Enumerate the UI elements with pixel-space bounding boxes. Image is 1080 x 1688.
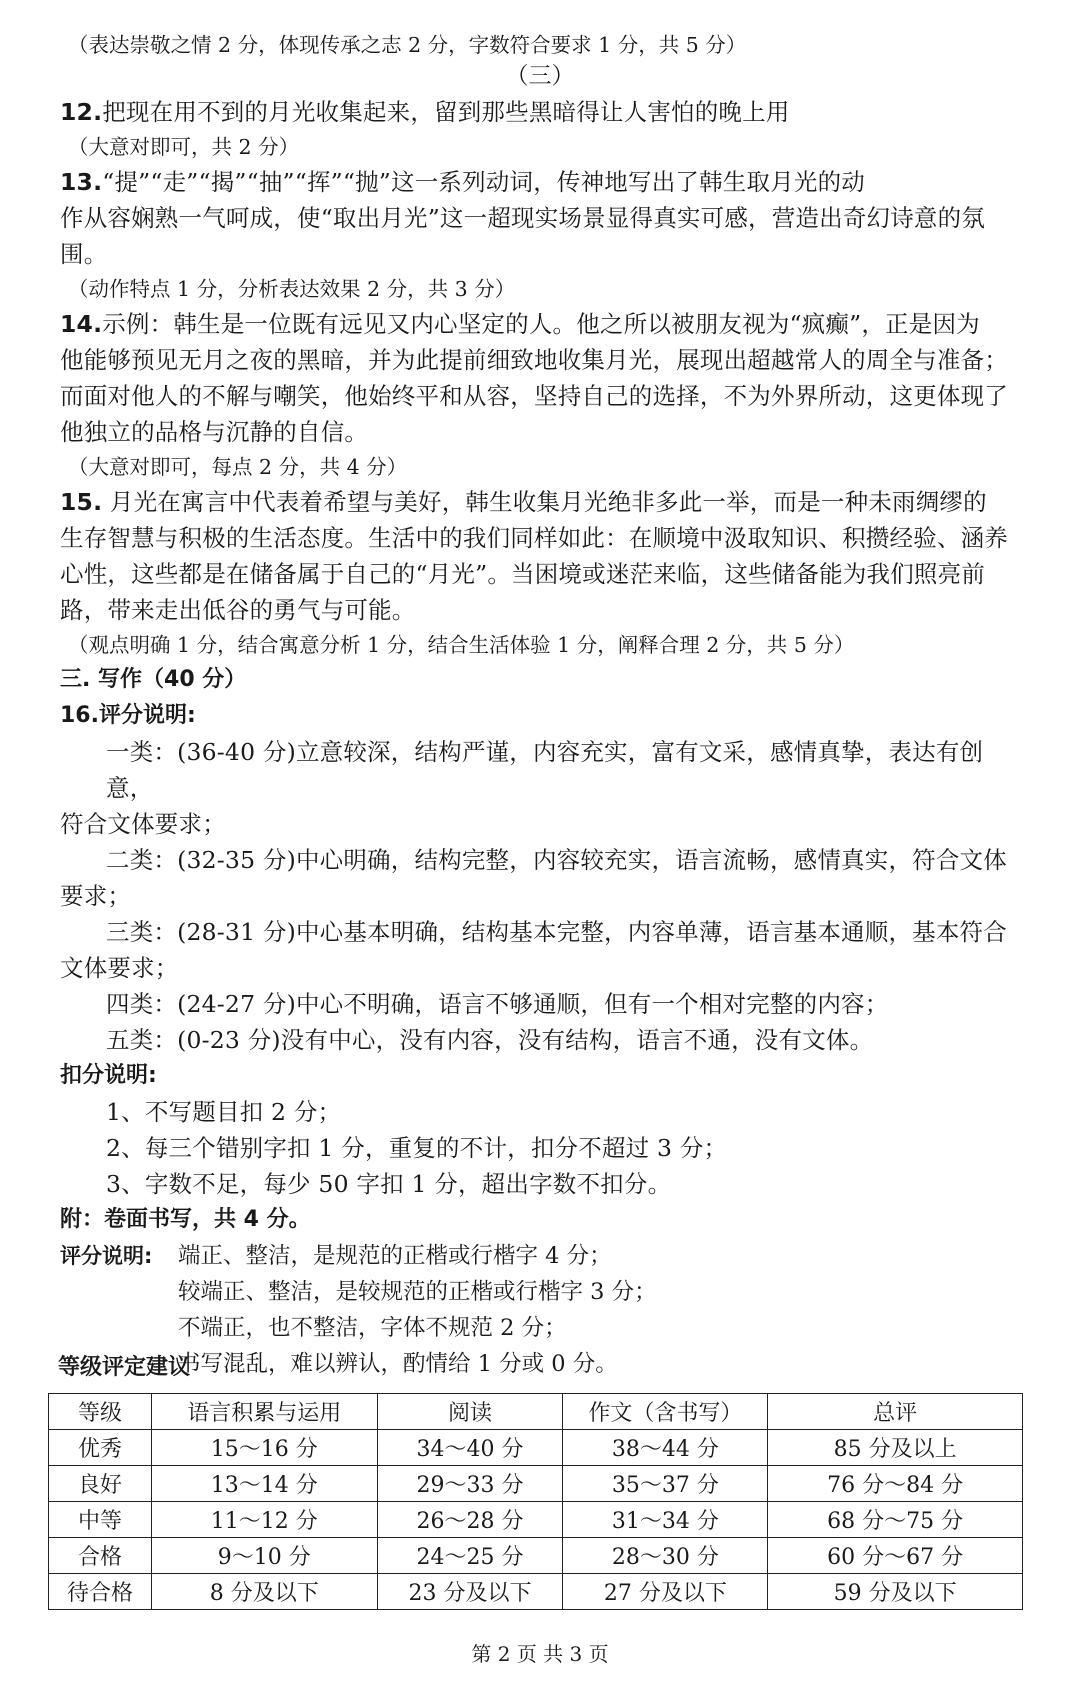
q13-number: 13. <box>60 168 103 196</box>
table-cell: 59 分及以下 <box>768 1574 1023 1610</box>
writing-level-4 <box>60 986 1020 1022</box>
table-cell: 34～40 分 <box>377 1430 563 1466</box>
table-row <box>49 1502 1023 1538</box>
table-cell: 13～14 分 <box>151 1466 377 1502</box>
q13-line: “提”“走”“揭”“抽”“挥”“抛”这一系列动词，传神地写出了韩生取月光的动 <box>102 168 866 196</box>
grade-table-header: 作文（含书写） <box>563 1394 768 1430</box>
q15-scoring-note: （观点明确 1 分，结合寓意分析 1 分，结合生活体验 1 分，阐释合理 2 分，共 5 分） <box>68 633 855 657</box>
q12-scoring-note: （大意对即可，共 2 分） <box>68 135 300 159</box>
level-line: 一类：(36-40 分)立意较深，结构严谨，内容充实，富有文采，感情真挚，表达有创意， <box>106 738 984 802</box>
level-line-cont: 文体要求； <box>60 954 179 982</box>
q14-line: 而面对他人的不解与嘲笑，他始终平和从容，坚持自己的选择，不为外界所动，这更体现了 <box>60 382 1008 410</box>
q14-line: 他独立的品格与沉静的自信。 <box>60 418 369 446</box>
part-heading-three: （三） <box>505 63 575 89</box>
q15-answer <box>60 484 1020 628</box>
q14-number: 14. <box>60 310 103 338</box>
q16-label: 16.评分说明: <box>60 703 196 728</box>
table-cell: 合格 <box>49 1538 152 1574</box>
table-cell: 31～34 分 <box>563 1502 768 1538</box>
grade-table-header: 阅读 <box>377 1394 563 1430</box>
grade-table-header: 等级 <box>49 1394 152 1430</box>
writing-level-1 <box>60 734 1020 842</box>
table-cell: 68 分～75 分 <box>768 1502 1023 1538</box>
table-cell: 9～10 分 <box>151 1538 377 1574</box>
q13-line: 作从容娴熟一气呵成，使“取出月光”这一超现实场景显得真实可感，营造出奇幻诗意的氛 <box>60 204 986 232</box>
deduction-item: 2、每三个错别字扣 1 分，重复的不计，扣分不超过 3 分； <box>106 1134 728 1162</box>
table-cell: 85 分及以上 <box>768 1430 1023 1466</box>
answer-key-page <box>60 28 1020 1382</box>
table-cell: 29～33 分 <box>377 1466 563 1502</box>
table-row <box>49 1574 1023 1610</box>
table-cell: 中等 <box>49 1502 152 1538</box>
table-cell: 27 分及以下 <box>563 1574 768 1610</box>
q14-line: 他能够预见无月之夜的黑暗，并为此提前细致地收集月光，展现出超越常人的周全与准备； <box>60 346 1008 374</box>
level-line: 二类：(32-35 分)中心明确，结构完整，内容较充实，语言流畅，感情真实，符合文体 <box>106 846 1007 874</box>
q13-scoring-note: （动作特点 1 分，分析表达效果 2 分，共 3 分） <box>68 277 516 301</box>
page-footer: 第 2 页 共 3 页 <box>471 1642 609 1666</box>
q13-answer <box>60 164 1020 272</box>
grade-table <box>48 1393 1023 1610</box>
writing-level-3 <box>60 914 1020 986</box>
q15-line: 生存智慧与积极的生活态度。生活中的我们同样如此：在顺境中汲取知识、积攒经验、涵养 <box>60 524 1008 552</box>
table-cell: 26～28 分 <box>377 1502 563 1538</box>
q12-answer <box>60 94 1020 130</box>
table-cell: 待合格 <box>49 1574 152 1610</box>
writing-level-2 <box>60 842 1020 914</box>
table-cell: 38～44 分 <box>563 1430 768 1466</box>
q14-line: 示例：韩生是一位既有远见又内心坚定的人。他之所以被朋友视为“疯癫”，正是因为 <box>102 310 980 338</box>
q11-scoring-note: （表达崇敬之情 2 分，体现传承之志 2 分，字数符合要求 1 分，共 5 分） <box>68 33 747 57</box>
grade-table-header: 总评 <box>768 1394 1023 1430</box>
table-row <box>49 1466 1023 1502</box>
table-cell: 76 分～84 分 <box>768 1466 1023 1502</box>
level-line: 三类：(28-31 分)中心基本明确，结构基本完整，内容单薄，语言基本通顺，基本符合 <box>106 918 1007 946</box>
table-cell: 优秀 <box>49 1430 152 1466</box>
deduction-item: 1、不写题目扣 2 分； <box>106 1098 342 1126</box>
deduction-label: 扣分说明: <box>60 1063 157 1088</box>
table-cell: 11～12 分 <box>151 1502 377 1538</box>
level-line-cont: 要求； <box>60 882 132 910</box>
handwriting-criteria-item: 较端正、整洁，是较规范的正楷或行楷字 3 分； <box>178 1279 657 1305</box>
handwriting-criteria-item: 书写混乱，难以辨认，酌情给 1 分或 0 分。 <box>178 1351 618 1377</box>
handwriting-criteria-row <box>60 1238 1020 1274</box>
grade-table-header: 语言积累与运用 <box>151 1394 377 1430</box>
writing-section-heading: 三. 写作（40 分） <box>60 667 247 692</box>
q14-answer <box>60 306 1020 450</box>
table-cell: 28～30 分 <box>563 1538 768 1574</box>
table-cell: 23 分及以下 <box>377 1574 563 1610</box>
level-line: 五类：(0-23 分)没有中心，没有内容，没有结构，语言不通，没有文体。 <box>106 1026 874 1054</box>
q12-number: 12. <box>60 98 103 126</box>
handwriting-criteria-label: 评分说明: <box>60 1244 153 1268</box>
table-cell: 35～37 分 <box>563 1466 768 1502</box>
handwriting-criteria-item: 端正、整洁，是规范的正楷或行楷字 4 分； <box>178 1243 612 1269</box>
table-cell: 24～25 分 <box>377 1538 563 1574</box>
q15-line: 月光在寓言中代表着希望与美好，韩生收集月光绝非多此一举，而是一种未雨绸缪的 <box>102 488 987 516</box>
table-cell: 60 分～67 分 <box>768 1538 1023 1574</box>
table-row <box>49 1430 1023 1466</box>
level-line-cont: 符合文体要求； <box>60 810 226 838</box>
grade-table-title: 等级评定建议 <box>58 1355 191 1380</box>
q15-line: 路，带来走出低谷的勇气与可能。 <box>60 596 416 624</box>
table-cell: 良好 <box>49 1466 152 1502</box>
grade-table-header-row <box>49 1394 1023 1430</box>
level-line: 四类：(24-27 分)中心不明确，语言不够通顺，但有一个相对完整的内容； <box>106 990 889 1018</box>
q12-text: 把现在用不到的月光收集起来，留到那些黑暗得让人害怕的晚上用 <box>102 98 790 126</box>
handwriting-criteria-item: 不端正，也不整洁，字体不规范 2 分； <box>178 1315 567 1341</box>
writing-level-5 <box>60 1022 1020 1058</box>
table-cell: 8 分及以下 <box>151 1574 377 1610</box>
q14-scoring-note: （大意对即可，每点 2 分，共 4 分） <box>68 455 408 479</box>
q15-number: 15. <box>60 488 103 516</box>
appendix-heading: 附：卷面书写，共 4 分。 <box>60 1207 311 1232</box>
table-row <box>49 1538 1023 1574</box>
deduction-item: 3、字数不足，每少 50 字扣 1 分，超出字数不扣分。 <box>106 1170 672 1198</box>
q15-line: 心性，这些都是在储备属于自己的“月光”。当困境或迷茫来临，这些储备能为我们照亮前 <box>60 560 986 588</box>
table-cell: 15～16 分 <box>151 1430 377 1466</box>
q13-line: 围。 <box>60 240 108 268</box>
